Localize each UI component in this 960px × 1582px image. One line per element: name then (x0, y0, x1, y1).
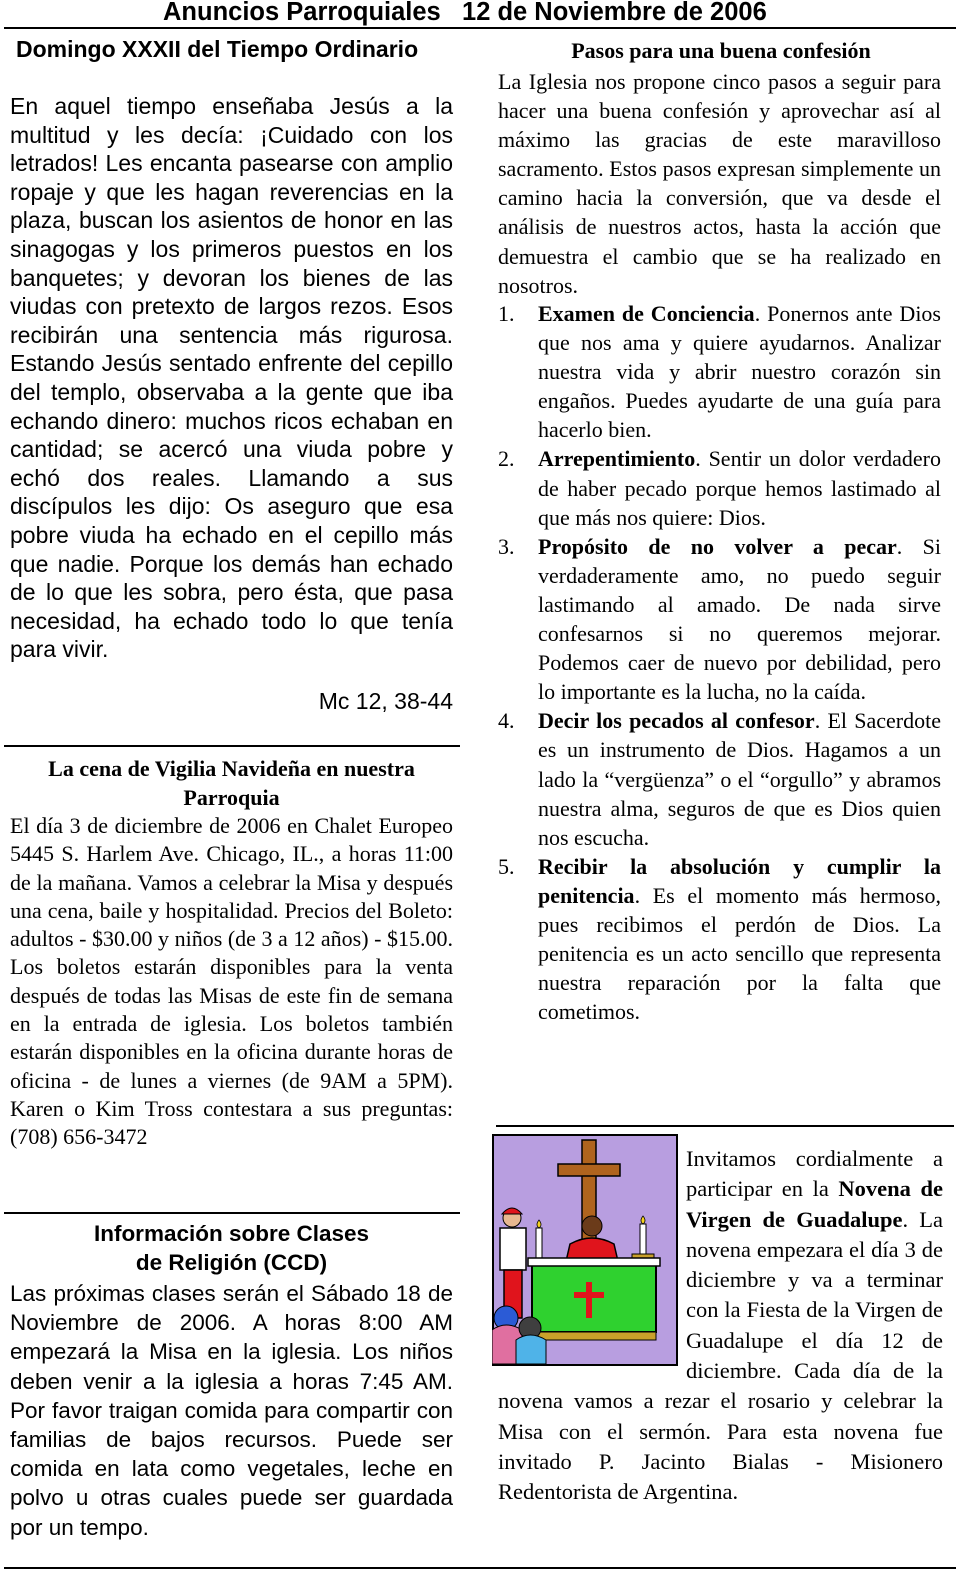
confession-step (498, 444, 941, 531)
step-text: . Ponernos ante Dios que nos ama y quiere ayudarnos. Analizar nuestra vida y abrir nuestro corazón sin engaños. Puedes ayudarte de una guía para hacerlo bien. (538, 301, 941, 443)
gospel-citation: Mc 12, 38-44 (318, 688, 453, 714)
step-heading: Decir los pecados al confesor (538, 708, 815, 734)
step-text: . Sentir un dolor verdadero de haber pecado porque hemos lastimado al que más nos quiere: Dios. (538, 446, 941, 530)
novena-text-after: . La novena empezara el día 3 de diciembre y va a terminar con la Fiesta de la Virgen de Guadalupe el día 12 de diciembre. Cada día de la novena vamos a rezar el rosario y celebrar la Misa con el sermón. Para esta novena fue invitado P. Jacinto Bialas - Misionero Redentorista de Argentina. (498, 1206, 944, 1505)
confession-steps (498, 299, 941, 1026)
step-heading: Recibir la absolución y cumplir la penitencia (538, 853, 941, 908)
gospel-body: En aquel tiempo enseñaba Jesús a la multitud y les decía: ¡Cuidado con los letrados! Les encanta pasearse con amplio ropaje y que les hagan reverencias en la plaza, buscan los asientos de honor en las sinagogas y los primeros puestos en los banquetes; y devoran los bienes de las viudas con pretexto de largos rezos. Esos recibirán una sentencia más rigurosa. Estando Jesús sentado enfrente del cepillo del templo, observaba a la gente que iba echando dinero: muchos ricos echaban en cantidad; se acercó una viuda pobre y echó dos reales. Llamando a sus discípulos les dijo: Os aseguro que esa pobre viuda ha echado en el cepillo más que nadie. Porque los demás han echado de lo que les sobra, pero ésta, que pasa necesidad, ha echado todo lo que tenía para vivir. (10, 93, 453, 663)
header-date: 12 de Noviembre de 2006 (462, 0, 767, 26)
ccd-body: Las próximas clases serán el Sábado 18 de Noviembre de 2006. A horas 8:00 AM empezará la Misa en la iglesia. Los niños deben venir a la iglesia a horas 7:45 AM. Por favor traigan comida para compartir con familias de bajos recursos. Puede ser comida en lata como vegetales, leche en polvo u otras cuales puede ser guardada por un tempo. (10, 1281, 453, 1540)
step-text: . El Sacerdote es un instrumento de Dios. Hagamos a un lado la “vergüenza” o el “orgullo” y abramos nuestra alma, seguros de que es Dios quien nos escucha. (538, 708, 941, 850)
section-divider (4, 745, 460, 747)
step-number: 5. (498, 853, 515, 879)
confession-step (498, 706, 941, 851)
ccd-title (10, 1220, 453, 1277)
step-number: 1. (498, 301, 515, 326)
confession-step (498, 852, 941, 1027)
page-bottom-rule (4, 1567, 956, 1569)
ccd-title-line2: de Religión (CCD) (135, 1249, 328, 1275)
dinner-body: El día 3 de diciembre de 2006 en Chalet Europeo 5445 S. Harlem Ave. Chicago, IL., a horas 11:00 de la mañana. Vamos a celebrar la Misa y después una cena, baile y hospitalidad. Precios del Boleto: adultos - $30.00 y niños (de 3 a 12 años) - $15.00. Los boletos estarán disponibles para la venta después de todas las Misas de este fin de semana en la entrada de iglesia. Los boletos también estarán disponibles en la oficina durante horas de oficina - de lunes a viernes (de 9AM a 5PM). Karen o Kim Tross contestara a sus preguntas: (708) 656-3472 (10, 813, 453, 1150)
novena-highlight: Novena de Virgen de Guadalupe (686, 1176, 943, 1232)
page-header (0, 0, 960, 28)
header-title-line (163, 0, 767, 27)
section-divider (4, 1212, 460, 1214)
novena-text-before: Invitamos cordialmente a participar en la (686, 1146, 943, 1202)
step-number: 3. (498, 533, 515, 559)
step-heading: Examen de Conciencia (538, 301, 755, 326)
step-heading: Propósito de no volver a pecar (538, 533, 897, 559)
step-text: . Es el momento más hermoso, pues recibimos el perdón de Dios. La penitencia es un acto sencillo que representa nuestra reparación por la falta que cometimos. (538, 882, 941, 1025)
step-number: 2. (498, 446, 515, 472)
gospel-title: Domingo XXXII del Tiempo Ordinario (16, 36, 419, 62)
step-heading: Arrepentimiento (538, 446, 696, 472)
section-divider (496, 1125, 954, 1127)
header-rule (4, 27, 956, 29)
confession-step (498, 299, 941, 444)
header-title: Anuncios Parroquiales (163, 0, 441, 26)
illustration-spacer (498, 1144, 686, 1386)
novena-paragraph (498, 1144, 943, 1508)
step-text: . Si verdaderamente amo, no puedo seguir lastimando al amado. De nada sirve confesarnos si no queremos mejorar. Podemos caer de nuevo por debilidad, pero lo importante es la lucha, no la caída. (538, 533, 941, 705)
confession-intro: La Iglesia nos propone cinco pasos a seguir para hacer una buena confesión y aprovechar así al máximo las gracias de este maravilloso sacramento. Estos pasos expresan simplemente un camino hacia la conversión, que va desde el análisis de nuestros actos, hasta la acción que demuestra el cambio que se ha realizado en nosotros. (498, 69, 941, 298)
confession-step (498, 532, 941, 707)
ccd-title-line1: Información sobre Clases (93, 1221, 370, 1246)
dinner-title: La cena de Vigilia Navideña en nuestra Parroquia (48, 756, 415, 810)
confession-title: Pasos para una buena confesión (571, 38, 871, 63)
step-number: 4. (498, 708, 515, 734)
